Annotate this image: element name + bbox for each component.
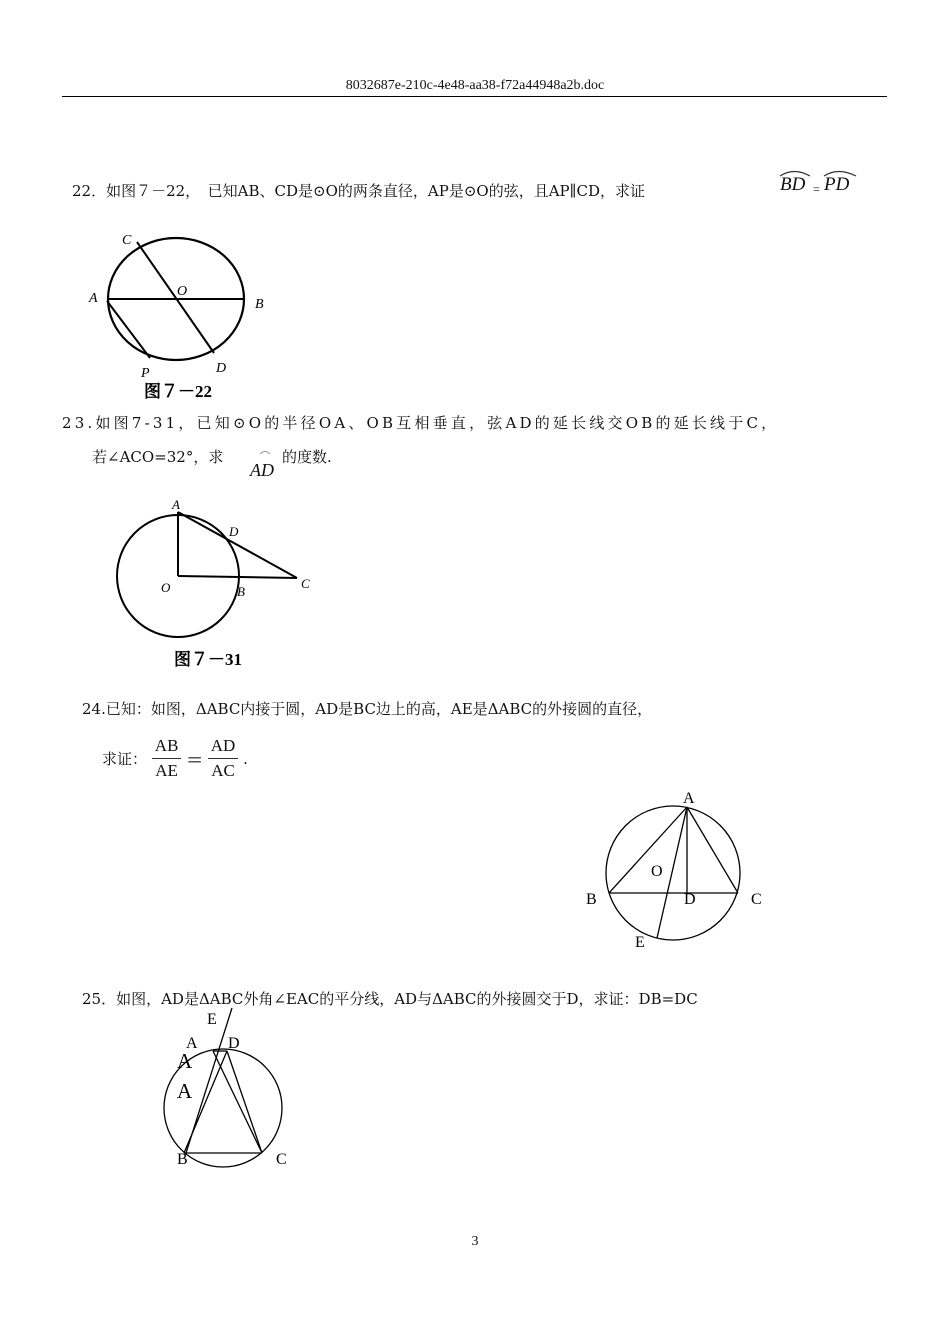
figure-q24	[580, 785, 770, 955]
point-label-a: A	[172, 497, 180, 512]
question-24-proof-statement	[102, 734, 248, 784]
point-label-d: D	[228, 1035, 240, 1052]
question-25: 25．如图，AD是ΔABC外角∠EAC的平分线，AD与ΔABC的外接圆交于D，求证：DB=DC	[82, 990, 698, 1008]
point-label-a: A	[683, 790, 695, 807]
arc-bd-label: BD	[780, 174, 806, 195]
point-label-b: B	[237, 584, 245, 599]
point-label-e: E	[635, 934, 645, 951]
figure-caption-7-22: 图７－22	[144, 382, 212, 400]
chord-dc	[227, 1051, 262, 1153]
fraction-ab-ae-denominator: AE	[155, 761, 178, 780]
fraction-ab-ae	[152, 734, 182, 783]
question-23-line-2-end: 的度数.	[282, 448, 332, 466]
point-label-o: O	[651, 863, 663, 880]
question-23-arc-ad	[250, 444, 284, 484]
question-23-line-1: 23.如图7-31，已知⊙O的半径OA、OB互相垂直，弦AD的延长线交OB的延长线于C，	[62, 414, 780, 432]
point-label-c: C	[751, 891, 762, 908]
header-divider	[62, 96, 887, 97]
line-oc	[178, 576, 297, 578]
page-number: 3	[471, 1234, 479, 1249]
proof-label: 求证：	[102, 750, 148, 768]
equals-sign: =	[186, 746, 203, 771]
point-label-o: O	[161, 580, 171, 595]
point-label-d: D	[216, 361, 227, 376]
question-23-line-2	[92, 446, 223, 467]
arc-mark	[250, 444, 284, 458]
figure-7-31	[112, 496, 327, 676]
fraction-ad-ac-numerator: AD	[208, 734, 239, 759]
question-23-line-2-start: 若∠ACO=32°，求	[92, 448, 224, 466]
point-label-e: E	[207, 1011, 217, 1028]
figure-7-22	[85, 228, 285, 400]
figure-q25	[160, 1005, 310, 1177]
arc-ad-label: AD	[250, 460, 274, 480]
point-label-a-large-2: A	[177, 1079, 193, 1103]
question-22-text: 22．如图７－22， 已知AB、CD是⊙O的两条直径，AP是⊙O的弦，且AP∥CD，求证	[72, 182, 646, 200]
point-label-o: O	[177, 284, 188, 299]
point-label-a: A	[186, 1035, 198, 1052]
point-label-a: A	[89, 291, 98, 306]
fraction-ad-ac-denominator: AC	[211, 761, 235, 780]
arc-pd-label: PD	[824, 174, 850, 195]
side-ab	[609, 807, 687, 893]
diameter-cd	[137, 242, 214, 353]
point-label-a-large-1: A	[177, 1049, 193, 1073]
equals-sign: =	[813, 182, 820, 196]
point-label-c: C	[276, 1151, 287, 1168]
fraction-ab-ae-numerator: AB	[152, 734, 182, 759]
point-label-d: D	[684, 891, 696, 908]
point-label-c: C	[301, 576, 310, 591]
point-label-b: B	[177, 1151, 188, 1168]
fraction-ad-ac	[208, 734, 239, 783]
chord-ap	[107, 301, 150, 358]
document-filename: 8032687e-210c-4e48-aa38-f72a44948a2b.doc	[345, 78, 605, 93]
question-22	[72, 180, 645, 201]
figure-caption-7-31: 图７－31	[174, 650, 242, 669]
point-label-c: C	[122, 233, 132, 248]
point-label-d: D	[229, 524, 239, 539]
point-label-p: P	[141, 366, 150, 381]
side-ac	[687, 807, 738, 893]
circumcircle	[606, 806, 740, 940]
point-label-b: B	[255, 297, 264, 312]
question-24-line-1: 24.已知：如图，ΔABC内接于圆，AD是BC边上的高，AE是ΔABC的外接圆的直径，	[82, 700, 653, 718]
period: .	[243, 749, 248, 768]
question-22-arc-equation	[776, 166, 860, 200]
point-label-b: B	[586, 891, 597, 908]
